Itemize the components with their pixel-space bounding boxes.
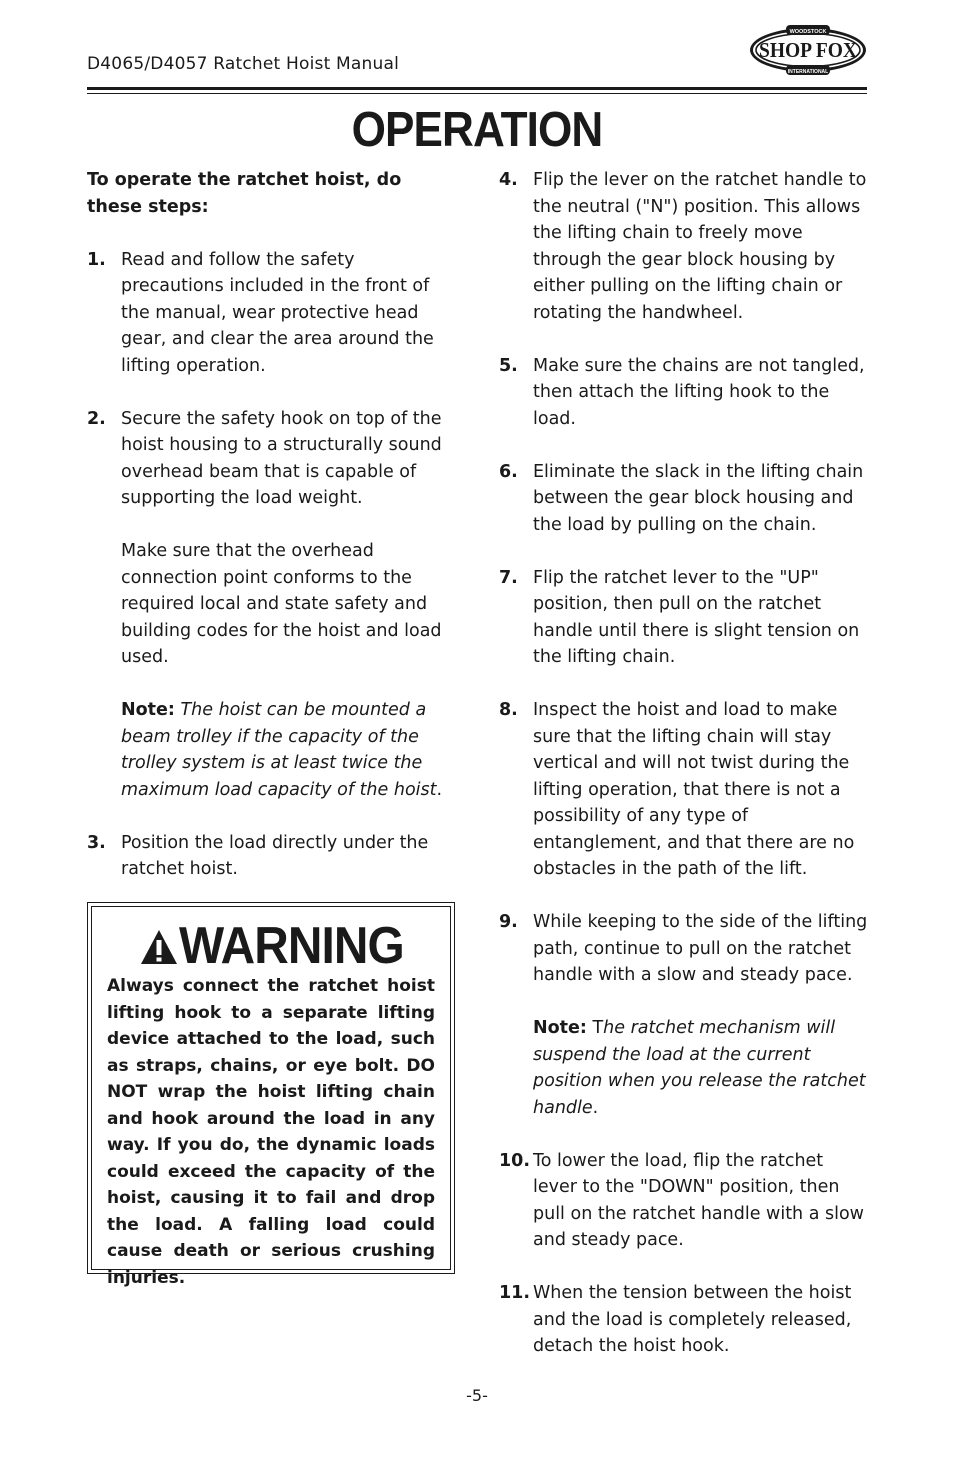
step-paragraph: Flip the ratchet lever to the "UP" position, then pull on the ratchet handle until there is slight tension on the lifting chain. <box>533 567 860 667</box>
step-item <box>499 353 871 433</box>
warning-box <box>87 902 455 1288</box>
step-item <box>87 247 447 380</box>
step-item <box>499 565 871 671</box>
step-number: 3. <box>87 832 106 853</box>
step-body <box>121 247 447 380</box>
page-heading: OPERATION <box>351 103 603 157</box>
note-text: The hoist can be mounted a beam trolley if the capacity of the trolley system is at least twice the maximum load capacity of the hoist <box>121 700 437 800</box>
step-note <box>533 1015 871 1121</box>
step-body <box>533 1148 871 1254</box>
step-body <box>533 167 871 326</box>
logo-text: SHOP FOX <box>759 38 857 62</box>
step-paragraph: When the tension between the hoist and the load is completely released, detach the hoist hook. <box>533 1283 852 1356</box>
note-label: Note: <box>121 700 175 720</box>
step-number: 7. <box>499 567 518 588</box>
step-paragraph: While keeping to the side of the lifting path, continue to pull on the ratchet handle with a slow and steady pace. <box>533 912 868 985</box>
left-steps-list <box>87 247 447 883</box>
step-paragraph: Make sure the chains are not tangled, then attach the lifting hook to the load. <box>533 355 865 429</box>
step-body <box>533 1280 871 1360</box>
manual-title: D4065/D4057 Ratchet Hoist Manual <box>87 54 400 74</box>
warning-inner-border <box>91 906 451 1288</box>
logo-bottom-text: INTERNATIONAL <box>787 69 829 75</box>
warning-text: Always connect the ratchet hoist lifting hook to a separate lifting device attached to the load, such as straps, chains, or eye bolt. DO NOT wrap the hoist lifting chain and hook around the load in any way. If you do, the dynamic loads could exceed the capacity of the hoist, causing it to fail and drop the load. A falling load could cause death or serious crushing injuries. <box>107 976 435 1288</box>
step-body <box>533 909 871 1121</box>
step-number: 6. <box>499 461 518 482</box>
step-body <box>533 459 871 539</box>
step-number: 5. <box>499 355 518 376</box>
step-item <box>499 459 871 539</box>
right-column <box>499 167 871 1386</box>
right-steps-list <box>499 167 871 1360</box>
step-body <box>121 830 447 883</box>
intro-text: To operate the ratchet hoist, do these steps: <box>87 170 402 217</box>
step-item <box>499 697 871 883</box>
step-item <box>87 406 447 804</box>
step-paragraph: Make sure that the overhead connection point conforms to the required local and state safety and building codes for the hoist and load used. <box>121 541 442 667</box>
note-end: . <box>592 1097 599 1118</box>
warning-header <box>140 917 423 975</box>
note-text: he ratchet mechanism will suspend the load at the current position when you release the ratchet handle <box>533 1018 866 1118</box>
logo-top-text: WOODSTOCK <box>789 29 827 35</box>
step-body <box>121 406 447 804</box>
step-body <box>533 353 871 433</box>
step-item <box>87 830 447 883</box>
step-number: 10. <box>499 1150 531 1171</box>
step-item <box>499 167 871 326</box>
step-number: 2. <box>87 408 106 429</box>
step-paragraph: Read and follow the safety precautions included in the front of the manual, wear protective head gear, and clear the area around the lifting operation. <box>121 249 434 376</box>
step-number: 8. <box>499 700 518 720</box>
note-lead: T <box>586 1018 604 1038</box>
left-column <box>87 167 447 909</box>
step-body <box>533 565 871 671</box>
note-end: . <box>436 779 443 800</box>
header-divider-thick <box>87 87 867 90</box>
step-item <box>499 1280 871 1360</box>
note-label: Note: <box>533 1018 587 1038</box>
step-body <box>533 697 871 883</box>
step-number: 4. <box>499 170 518 190</box>
step-paragraph: Eliminate the slack in the lifting chain between the gear block housing and the load by pulling on the chain. <box>533 461 864 535</box>
step-number: 11. <box>499 1283 531 1303</box>
step-paragraph: To lower the load, flip the ratchet lever to the "DOWN" position, then pull on the ratchet handle with a slow and steady pace. <box>533 1150 864 1250</box>
shop-fox-logo <box>748 24 868 76</box>
step-paragraph: Secure the safety hook on top of the hoist housing to a structurally sound overhead beam that is capable of supporting the load weight. <box>121 408 442 508</box>
step-number: 9. <box>499 912 518 932</box>
step-paragraph: Flip the lever on the ratchet handle to the neutral ("N") position. This allows the lifting chain to freely move through the gear block housing by either pulling on the lifting chain or rotating the handwheel. <box>533 170 867 323</box>
header-divider-thin <box>87 93 867 94</box>
step-note <box>121 697 447 803</box>
warning-triangle-icon <box>140 929 178 965</box>
step-paragraph: Inspect the hoist and load to make sure that the lifting chain will stay vertical and will not twist during the lifting operation, that there is not a possibility of any type of entanglement, and that there are no obstacles in the path of the lift. <box>533 700 855 879</box>
step-paragraph: Position the load directly under the ratchet hoist. <box>121 832 429 879</box>
step-item <box>499 909 871 1121</box>
warning-title: WARNING <box>179 917 404 975</box>
step-number: 1. <box>87 249 106 270</box>
page-number: -5- <box>466 1386 488 1405</box>
step-item <box>499 1148 871 1254</box>
